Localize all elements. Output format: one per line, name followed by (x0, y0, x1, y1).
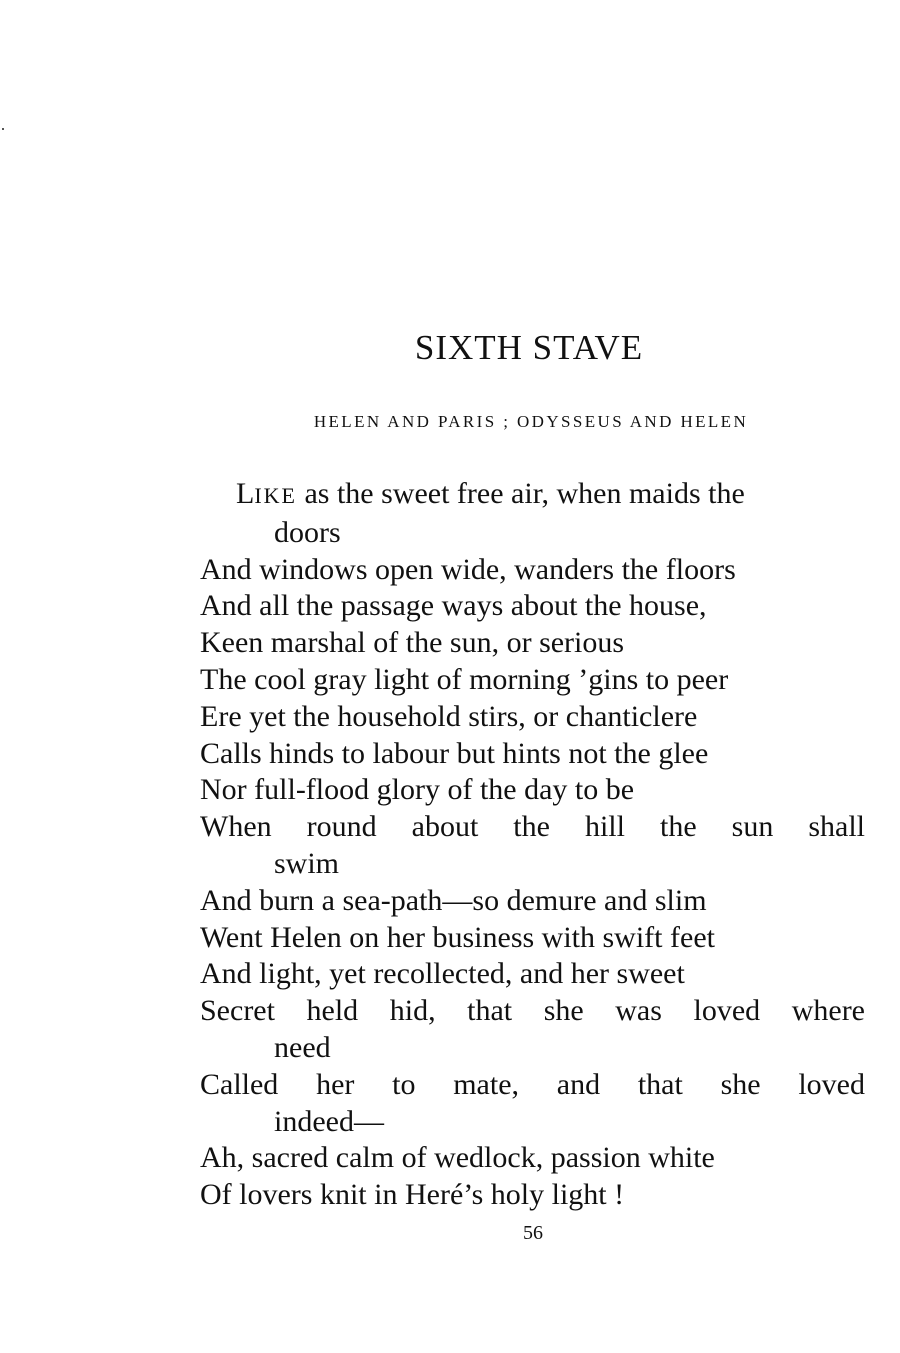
poem-line: need (274, 1030, 331, 1064)
poem-line: When round about the hill the sun shall (200, 810, 865, 844)
poem-line: And light, yet recollected, and her sweet (200, 957, 685, 991)
poem-line: And windows open wide, wanders the floors (200, 552, 736, 586)
poem-line: Nor full-flood glory of the day to be (200, 773, 635, 807)
poem-line: Of lovers knit in Heré’s holy light ! (200, 1178, 625, 1212)
poem-line: Ah, sacred calm of wedlock, passion white (200, 1141, 715, 1175)
page-number: 56 (523, 1222, 543, 1244)
poem-line: And all the passage ways about the house, (200, 589, 707, 623)
poem-body (200, 476, 865, 1214)
poem-line: indeed— (274, 1104, 384, 1138)
poem-line: Ere yet the household stirs, or chanticlere (200, 699, 698, 733)
poem-line: doors (274, 515, 341, 549)
margin-mark (2, 128, 4, 130)
section-subtitle: HELEN AND PARIS ; ODYSSEUS AND HELEN (313, 412, 749, 431)
poem-line: Calls hinds to labour but hints not the glee (200, 736, 709, 770)
poem-line: Went Helen on her business with swift feet (200, 920, 715, 954)
poem-line (200, 476, 865, 515)
poem-line: swim (274, 846, 340, 880)
poem-line: The cool gray light of morning ’gins to peer (200, 662, 729, 696)
poem-line: Keen marshal of the sun, or serious (200, 626, 625, 660)
drop-initial: L (236, 477, 255, 510)
page-title: SIXTH STAVE (414, 328, 644, 367)
small-caps-word: IKE (254, 483, 297, 508)
poem-line: And burn a sea-path—so demure and slim (200, 883, 707, 917)
poem-line: Secret held hid, that she was loved where (200, 994, 865, 1028)
poem-line: Called her to mate, and that she loved (200, 1067, 865, 1101)
first-line-text: as the sweet free air, when maids the (296, 477, 745, 510)
